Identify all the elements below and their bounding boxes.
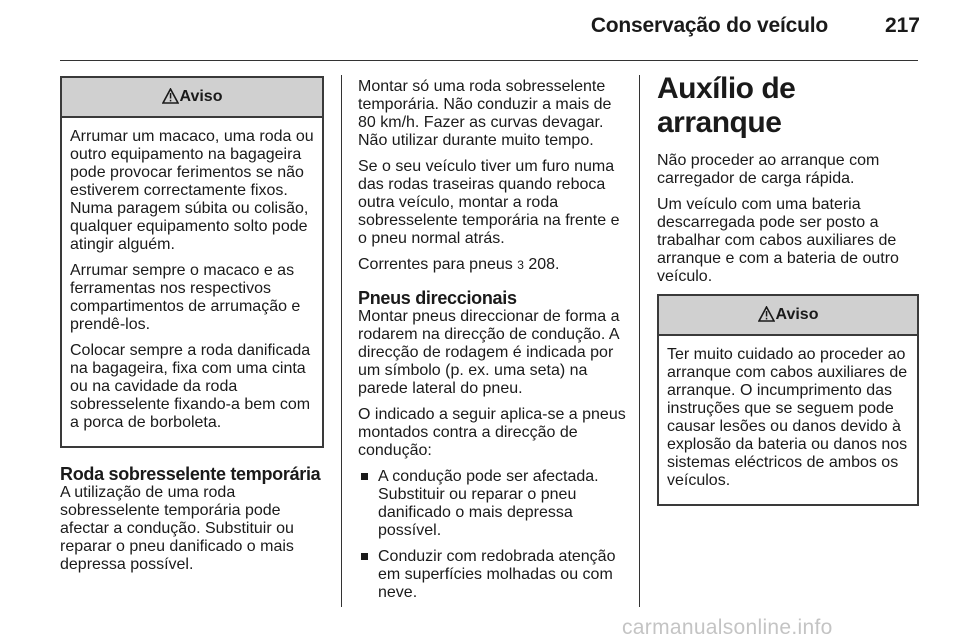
page-header-title: Conservação do veículo [590, 14, 828, 37]
section-heading-spare-wheel: Roda sobresselente temporária [60, 464, 321, 484]
warning-paragraph: Arrumar sempre o macaco e as ferramentas nos respectivos compartimentos de arrumação e prendê-los. [70, 262, 301, 333]
warning-header [62, 78, 322, 118]
warning-header [659, 296, 917, 336]
page-ref-arrow-icon: 3 [517, 258, 524, 272]
warning-paragraph: Ter muito cuidado ao proceder ao arranque com cabos auxiliares de arranque. O incumprimento das instruções que se seguem pode causar lesões ou danos devido à explosão da bateria ou danos nos sistemas eléctricos de ambos os veículos. [667, 346, 908, 489]
column-3 [657, 72, 919, 506]
column-1 [60, 76, 324, 582]
watermark: carmanualsonline.info [622, 616, 833, 639]
body-paragraph: Se o seu veículo tiver um furo numa das rodas traseiras quando reboca outra veículo, montar a roda sobresselente temporária na frente e o pneu normal atrás. [358, 158, 620, 247]
section-heading-jump-start: Auxílio de arranque [657, 72, 796, 139]
warning-triangle-icon [758, 299, 775, 337]
column-2 [358, 78, 626, 610]
cross-reference [358, 256, 626, 274]
warning-paragraph: Colocar sempre a roda danificada na bagageira, fixa com uma cinta ou na cavidade da roda sobresselente fixando-a bem com a porca de borboleta. [70, 342, 311, 431]
warning-triangle-icon [162, 81, 179, 119]
section-heading-directional-tyres: Pneus direccionais [358, 288, 517, 308]
warning-box [657, 294, 919, 506]
warning-label: Aviso [179, 88, 223, 105]
reference-text: Correntes para pneus [358, 256, 513, 273]
warning-body [659, 336, 917, 504]
body-paragraph: O indicado a seguir aplica-se a pneus montados contra a direcção de condução: [358, 406, 626, 459]
warning-label: Aviso [775, 306, 819, 323]
reference-page-link[interactable]: 208. [528, 256, 560, 273]
list-item: Conduzir com redobrada atenção em superfícies molhadas ou com neve. [358, 548, 626, 602]
column-divider-1 [341, 75, 342, 607]
column-divider-2 [639, 75, 640, 607]
bullet-list [358, 468, 626, 602]
body-paragraph: Não proceder ao arranque com carregador de carga rápida. [657, 152, 880, 187]
warning-paragraph: Arrumar um macaco, uma roda ou outro equipamento na bagageira pode provocar ferimentos se não estiverem correctamente fixos. Numa paragem súbita ou colisão, qualquer equipamento solto pode atingir alguém. [70, 128, 314, 253]
body-paragraph: Um veículo com uma bateria descarregada pode ser posto a trabalhar com cabos auxiliares de arranque e com a bateria de outro veículo. [657, 196, 899, 285]
header-rule [60, 60, 918, 61]
warning-body [62, 118, 322, 446]
warning-box [60, 76, 324, 448]
body-paragraph: Montar só uma roda sobresselente temporária. Não conduzir a mais de 80 km/h. Fazer as curvas devagar. Não utilizar durante muito tempo. [358, 78, 612, 149]
list-item: A condução pode ser afectada. Substituir ou reparar o pneu danificado o mais depressa possível. [358, 468, 626, 540]
body-paragraph: Montar pneus direccionar de forma a rodarem na direcção de condução. A direcção de rodagem é indicada por um símbolo (p. ex. uma seta) na parede lateral do pneu. [358, 308, 620, 397]
page-number: 217 [884, 14, 920, 37]
body-paragraph: A utilização de uma roda sobresselente temporária pode afectar a condução. Substituir ou reparar o pneu danificado o mais depressa possível. [60, 484, 294, 573]
